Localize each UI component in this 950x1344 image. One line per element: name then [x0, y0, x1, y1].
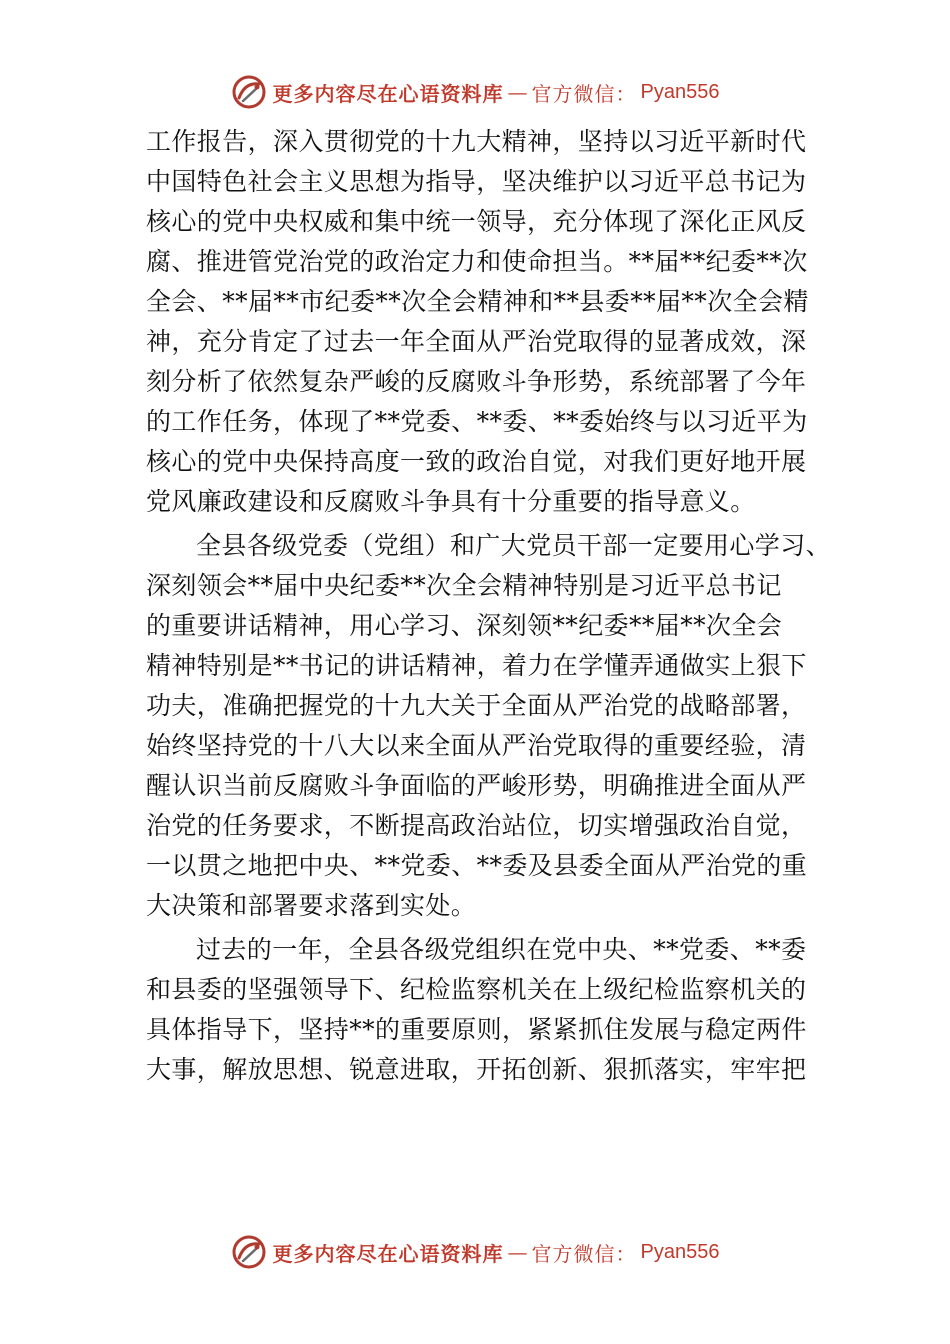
- watermark-wechat-id: Pyan556: [640, 1240, 720, 1263]
- watermark-wechat-label: 官方微信：: [531, 81, 637, 106]
- body-line: 工作报告，深入贯彻党的十九大精神，坚持以习近平新时代: [146, 127, 807, 156]
- body-line: 具体指导下，坚持**的重要原则，紧紧抓住发展与稳定两件: [146, 1015, 807, 1044]
- watermark-footer: [0, 1230, 950, 1274]
- body-line: 核心的党中央保持高度一致的政治自觉，对我们更好地开展: [146, 447, 807, 476]
- body-line: 党风廉政建设和反腐败斗争具有十分重要的指导意义。: [146, 487, 756, 516]
- body-line: 中国特色社会主义思想为指导，坚决维护以习近平总书记为: [146, 167, 807, 196]
- brand-logo-icon: [231, 1234, 267, 1270]
- watermark-header: [0, 70, 950, 114]
- body-line: 核心的党中央权威和集中统一领导，充分体现了深化正风反: [146, 207, 807, 236]
- paragraph-first-line: 过去的一年，全县各级党组织在党中央、**党委、**委: [196, 935, 807, 964]
- watermark-wechat-label: 官方微信：: [531, 1241, 637, 1266]
- watermark-brand-text: 更多内容尽在心语资料库: [272, 1241, 504, 1266]
- body-line: 刻分析了依然复杂严峻的反腐败斗争形势，系统部署了今年: [146, 367, 807, 396]
- body-line: 治党的任务要求，不断提高政治站位，切实增强政治自觉，: [146, 811, 807, 840]
- body-line: 腐、推进管党治党的政治定力和使命担当。**届**纪委**次: [146, 247, 808, 276]
- body-line: 功夫，准确把握党的十九大关于全面从严治党的战略部署，: [146, 691, 807, 720]
- paragraph-first-line: 全县各级党委（党组）和广大党员干部一定要用心学习、: [196, 531, 832, 560]
- body-line: 大决策和部署要求落到实处。: [146, 891, 477, 920]
- body-line: 深刻领会**届中央纪委**次全会精神特别是习近平总书记: [146, 571, 782, 600]
- body-line: 的工作任务，体现了**党委、**委、**委始终与以习近平为: [146, 407, 808, 436]
- body-line: 全会、**届**市纪委**次全会精神和**县委**届**次全会精: [146, 287, 809, 316]
- body-line: 的重要讲话精神，用心学习、深刻领**纪委**届**次全会: [146, 611, 783, 640]
- body-line: 神，充分肯定了过去一年全面从严治党取得的显著成效，深: [146, 327, 807, 356]
- body-line: 和县委的坚强领导下、纪检监察机关在上级纪检监察机关的: [146, 975, 807, 1004]
- watermark-wechat-id: Pyan556: [640, 80, 720, 103]
- body-line: 始终坚持党的十八大以来全面从严治党取得的重要经验，清: [146, 731, 807, 760]
- brand-logo-icon: [231, 74, 267, 110]
- body-line: 醒认识当前反腐败斗争面临的严峻形势，明确推进全面从严: [146, 771, 807, 800]
- watermark-separator: —: [507, 1240, 528, 1264]
- body-line: 精神特别是**书记的讲话精神，着力在学懂弄通做实上狠下: [146, 651, 807, 680]
- body-line: 一以贯之地把中央、**党委、**委及县委全面从严治党的重: [146, 851, 808, 880]
- document-body: [146, 122, 832, 1090]
- watermark-separator: —: [507, 80, 528, 104]
- body-line: 大事，解放思想、锐意进取，开拓创新、狠抓落实，牢牢把: [146, 1055, 807, 1084]
- watermark-brand-text: 更多内容尽在心语资料库: [272, 81, 504, 106]
